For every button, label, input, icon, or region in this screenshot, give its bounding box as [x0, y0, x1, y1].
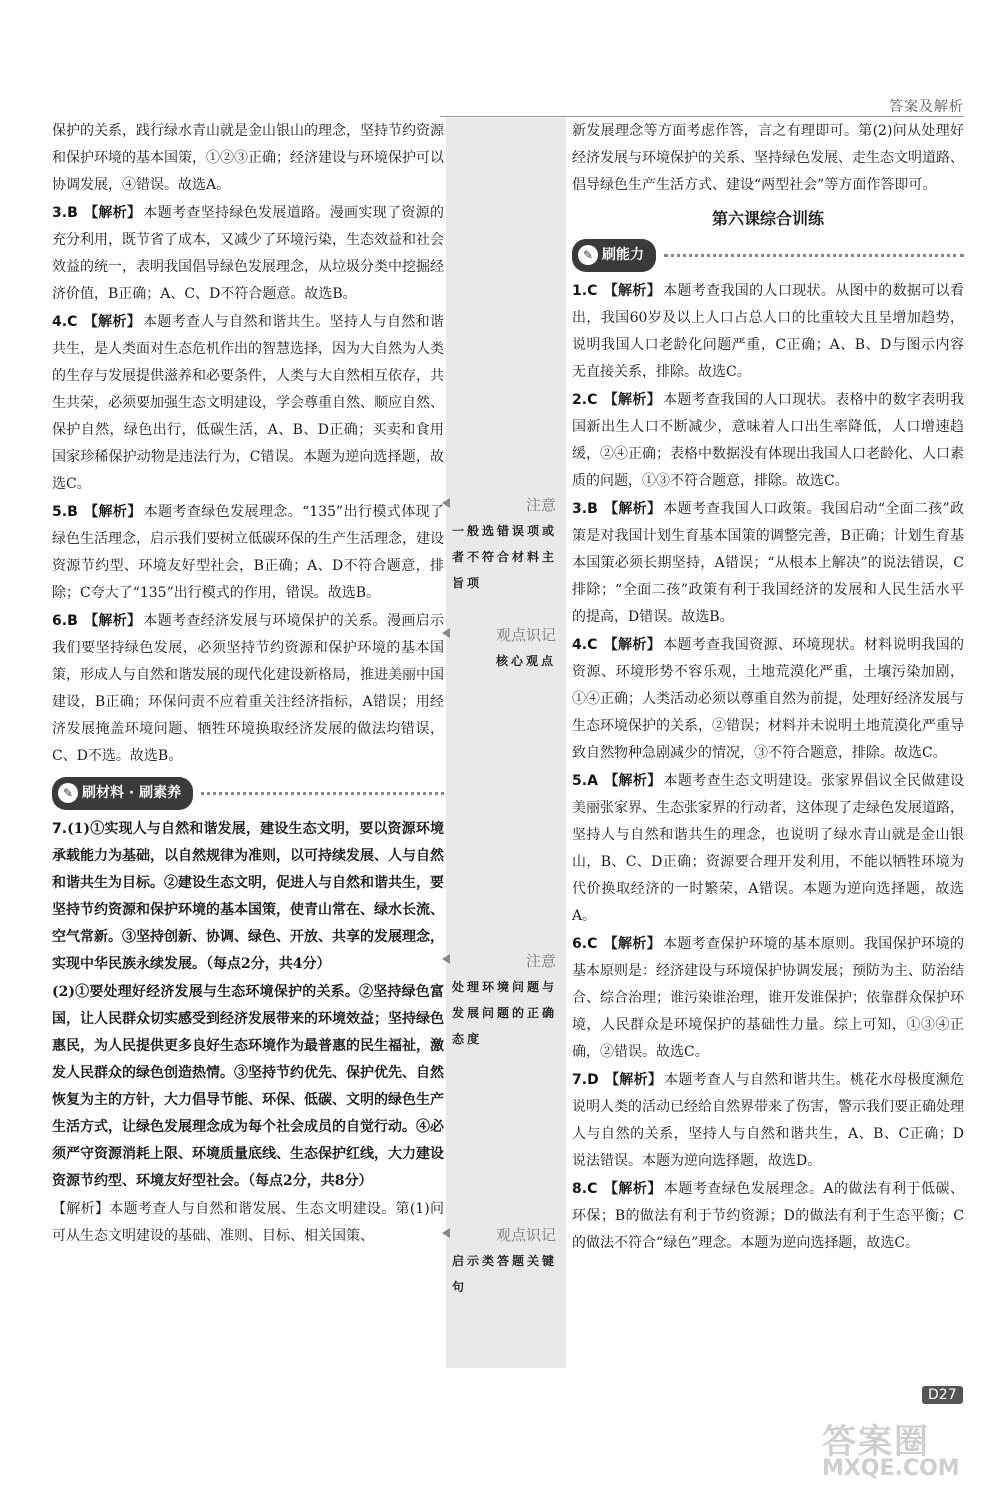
answer-item-r6 [572, 931, 964, 1066]
banner-dots [201, 792, 444, 795]
note-body: 处理环境问题与发展问题的正确态度 [452, 980, 558, 1046]
item-tag: 【解析】 [603, 1181, 662, 1197]
left-intro: 保护的关系，践行绿水青山就是金山银山的理念，坚持节约资源和保护环境的基本国策，①②③正确；经济建设与环境保护可以协调发展，④错误。故选A。 [52, 123, 444, 193]
banner-label: 刷能力 [602, 246, 644, 263]
item-tag: 【解析】 [83, 314, 142, 330]
item-number: 3. [572, 501, 588, 517]
answer-item-7-analysis: 【解析】本题考查人与自然和谐发展、生态文明建设。第(1)问可从生态文明建设的基础、准则、目标、相关国策、 [52, 1201, 444, 1244]
arrow-icon [442, 628, 450, 638]
answer-item-5 [52, 499, 444, 607]
answer-item-7-part-2: (2)①要处理好经济发展与生态环境保护的关系。②坚持绿色富国，让人民群众切实感受到经济发展带来的环境效益；坚持绿色惠民，为人民提供更多良好生态环境作为最普惠的民生福祉，激发人民群众的绿色创造热情。③坚持节约优先、保护优先、自然恢复为主的方针，大力倡导节能、环保、低碳、文明的绿色生产生活方式，让绿色发展理念成为每个社会成员的自觉行动。④必须严守资源消耗上限、环境质量底线、生态保护红线，大力建设资源节约型、环境友好型社会。（每点2分，共8分） [52, 984, 444, 1189]
item-tag: 【解析】 [603, 936, 662, 952]
item-tag: 【解析】 [603, 637, 662, 653]
section-banner-ability [572, 238, 964, 272]
item-text: 本题考查绿色发展理念。“135”出行模式体现了绿色生活理念，启示我们要树立低碳环保的生产生活理念，建设资源节约型、环境友好型社会，B正确；A、D不符合题意，排除；C夸大了“135”出行模式的作用，错误。故选B。 [52, 504, 444, 601]
item-number: 6. [52, 613, 68, 629]
item-tag: 【解析】 [603, 773, 662, 789]
answer-item-7 [52, 816, 444, 978]
banner-label: 刷材料 · 刷素养 [82, 784, 182, 801]
book-icon: ✎ [58, 783, 78, 803]
item-answer: B [67, 504, 78, 520]
item-number: 8. [572, 1181, 588, 1197]
banner-badge [52, 777, 193, 810]
right-column [572, 118, 964, 1258]
note-heading: 观点识记 [495, 1226, 556, 1244]
header-divider [440, 116, 964, 117]
banner-badge [572, 239, 656, 272]
note-heading: 注意 [525, 952, 556, 970]
answer-item-r1 [572, 278, 964, 386]
item-answer: B [67, 613, 78, 629]
note-heading: 注意 [525, 496, 556, 514]
left-column [52, 118, 444, 1251]
answer-item-r5 [572, 768, 964, 930]
item-number: 5. [52, 504, 68, 520]
margin-note-1 [452, 492, 562, 596]
right-intro: 新发展理念等方面考虑作答，言之有理即可。第(2)问从处理好经济发展与环境保护的关系、坚持绿色发展、走生态文明道路、倡导绿色生产生活方式、建设“两型社会”等方面作答即可。 [572, 123, 964, 193]
item-text: 本题考查人与自然和谐共生。桃花水母极度濒危说明人类的活动已经给自然界带来了伤害，警示我们要正确处理人与自然的关系，坚持人与自然和谐共生，A、B、C正确；D说法错误。本题为逆向选择题，故选D。 [572, 1072, 965, 1169]
item-tag: 【解析】 [83, 613, 142, 629]
arrow-icon [442, 498, 450, 508]
item-answer: B [67, 205, 78, 221]
item-number: 4. [52, 314, 68, 330]
answer-item-r7 [572, 1067, 964, 1175]
item-number: 1. [572, 283, 588, 299]
item-tag: 【解析】 [603, 392, 662, 408]
item-number: 3. [52, 205, 68, 221]
header-title: 答案及解析 [889, 99, 964, 115]
item-answer: C [587, 936, 598, 952]
item-tag: 【解析】 [603, 501, 662, 517]
item-tag: 【解析】 [83, 504, 142, 520]
item-7-part-1: (1)①实现人与自然和谐发展，建设生态文明，要以资源环境承载能力为基础，以自然规律为准则，以可持续发展、人与自然和谐共生为目标。②建设生态文明，促进人与自然和谐共生，要坚持节约资源和保护环境的基本国策，使青山常在、绿水长流、空气常新。③坚持创新、协调、绿色、开放、共享的发展理念，实现中华民族永续发展。（每点2分，共4分） [52, 821, 444, 972]
item-number: 6. [572, 936, 588, 952]
note-body: 一般选错误项或者不符合材料主旨项 [452, 524, 558, 590]
answer-item-r4 [572, 632, 964, 767]
answer-item-3 [52, 200, 444, 308]
section-banner-materials [52, 776, 444, 810]
item-answer: C [587, 392, 598, 408]
margin-note-3 [452, 948, 562, 1052]
note-body: 核心观点 [495, 654, 556, 668]
margin-note-2 [452, 622, 562, 674]
item-text: 本题考查保护环境的基本原则。我国保护环境的基本原则是：经济建设与环境保护协调发展；预防为主、防治结合、综合治理；谁污染谁治理，谁开发谁保护；依靠群众保护环境，人民群众是环境保护的基础性力量。综上可知，①③④正确，②错误。故选C。 [572, 936, 965, 1060]
note-body: 启示类答题关键句 [452, 1254, 558, 1294]
item-answer: C [587, 637, 598, 653]
arrow-icon [442, 1228, 450, 1238]
item-text: 本题考查绿色发展理念。A的做法有利于低碳、环保；B的做法有利于节约资源；D的做法有利于生态平衡；C的做法不符合“绿色”理念。本题为逆向选择题，故选C。 [572, 1181, 965, 1251]
item-tag: 【解析】 [603, 283, 662, 299]
item-number: 5. [572, 773, 588, 789]
item-text: 本题考查坚持绿色发展道路。漫画实现了资源的充分利用，既节省了成本，又减少了环境污染，生态效益和社会效益的统一，表明我国倡导绿色发展理念，从垃圾分类中挖掘经济价值，B正确；A、C、D不符合题意。故选B。 [52, 205, 445, 302]
item-text: 本题考查人与自然和谐共生。坚持人与自然和谐共生，是人类面对生态危机作出的智慧选择，因为大自然为人类的生存与发展提供滋养和必要条件，人类与大自然相互依存，共生共荣，必须要加强生态文明建设，学会尊重自然、顺应自然、保护自然，绿色出行，低碳生活，A、B、D正确；买卖和食用国家珍稀保护动物是违法行为，C错误。本题为逆向选择题，故选C。 [52, 314, 445, 492]
item-text: 本题考查我国的人口现状。从图中的数据可以看出，我国60岁及以上人口占总人口的比重较大且呈增加趋势，说明我国人口老龄化问题严重，C正确；A、B、D与图示内容无直接关系，排除。故选C。 [572, 283, 965, 380]
item-text: 本题考查我国资源、环境现状。材料说明我国的资源、环境形势不容乐观，土地荒漠化严重，土壤污染加剧，①④正确；人类活动必须以尊重自然为前提，处理好经济发展与生态环境保护的关系，②错误；材料并未说明土地荒漠化严重导致自然物种急剧减少的情况，③不符合题意，排除。故选C。 [572, 637, 965, 761]
item-text: 本题考查我国的人口现状。表格中的数字表明我国新出生人口不断减少，意味着人口出生率降低，人口增速趋缓，②④正确；表格中数据没有体现出我国人口老龄化、人口素质的问题，①③不符合题意，排除。故选C。 [572, 392, 965, 489]
margin-note-4 [452, 1222, 562, 1300]
note-heading: 观点识记 [495, 626, 556, 644]
item-answer: C [67, 314, 78, 330]
item-answer: C [587, 1181, 598, 1197]
page-number: D27 [922, 1386, 963, 1404]
margin-note-strip [446, 118, 566, 1368]
answer-item-r8 [572, 1176, 964, 1257]
book-icon: ✎ [578, 245, 598, 265]
answer-item-r2 [572, 387, 964, 495]
item-text: 本题考查经济发展与环境保护的关系。漫画启示我们要坚持绿色发展，必须坚持节约资源和保护环境的基本国策，形成人与自然和谐发展的现代化建设新格局，推进美丽中国建设，B正确；环保问责不应着重关注经济指标，A错误；用经济发展掩盖环境问题、牺牲环境换取经济发展的做法均错误，C、D不选。故选B。 [52, 613, 445, 764]
arrow-icon [442, 954, 450, 964]
answer-item-6 [52, 608, 444, 770]
watermark-url: MXQE.COM [822, 1456, 960, 1481]
item-answer: A [587, 773, 598, 789]
item-tag: 【解析】 [604, 1072, 663, 1088]
item-number: 2. [572, 392, 588, 408]
answer-item-4 [52, 309, 444, 498]
item-text: 本题考查我国人口政策。我国启动“全面二孩”政策是对我国计划生育基本国策的调整完善，B正确；计划生育基本国策必须长期坚持，A错误；“从根本上解决”的说法错误，C排除；“全面二孩”政策有利于我国经济的发展和人民生活水平的提高，D错误。故选B。 [572, 501, 964, 625]
item-tag: 【解析】 [83, 205, 142, 221]
section-title: 第六课综合训练 [711, 209, 824, 228]
item-answer: B [587, 501, 598, 517]
banner-dots [664, 254, 964, 257]
watermark-logo: 答案圈 [822, 1422, 930, 1462]
item-number: 7. [52, 821, 68, 837]
item-text: 本题考查生态文明建设。张家界倡议全民做建设美丽张家界、生态张家界的行动者，这体现了走绿色发展道路，坚持人与自然和谐共生的理念，也说明了绿水青山就是金山银山，B、C、D正确；资源要合理开发利用，不能以牺牲环境为代价换取经济的一时繁荣，A错误。本题为逆向选择题，故选A。 [572, 773, 965, 924]
item-answer: C [587, 283, 598, 299]
item-number: 7. [572, 1072, 588, 1088]
item-answer: D [587, 1072, 599, 1088]
answer-item-r3 [572, 496, 964, 631]
item-number: 4. [572, 637, 588, 653]
